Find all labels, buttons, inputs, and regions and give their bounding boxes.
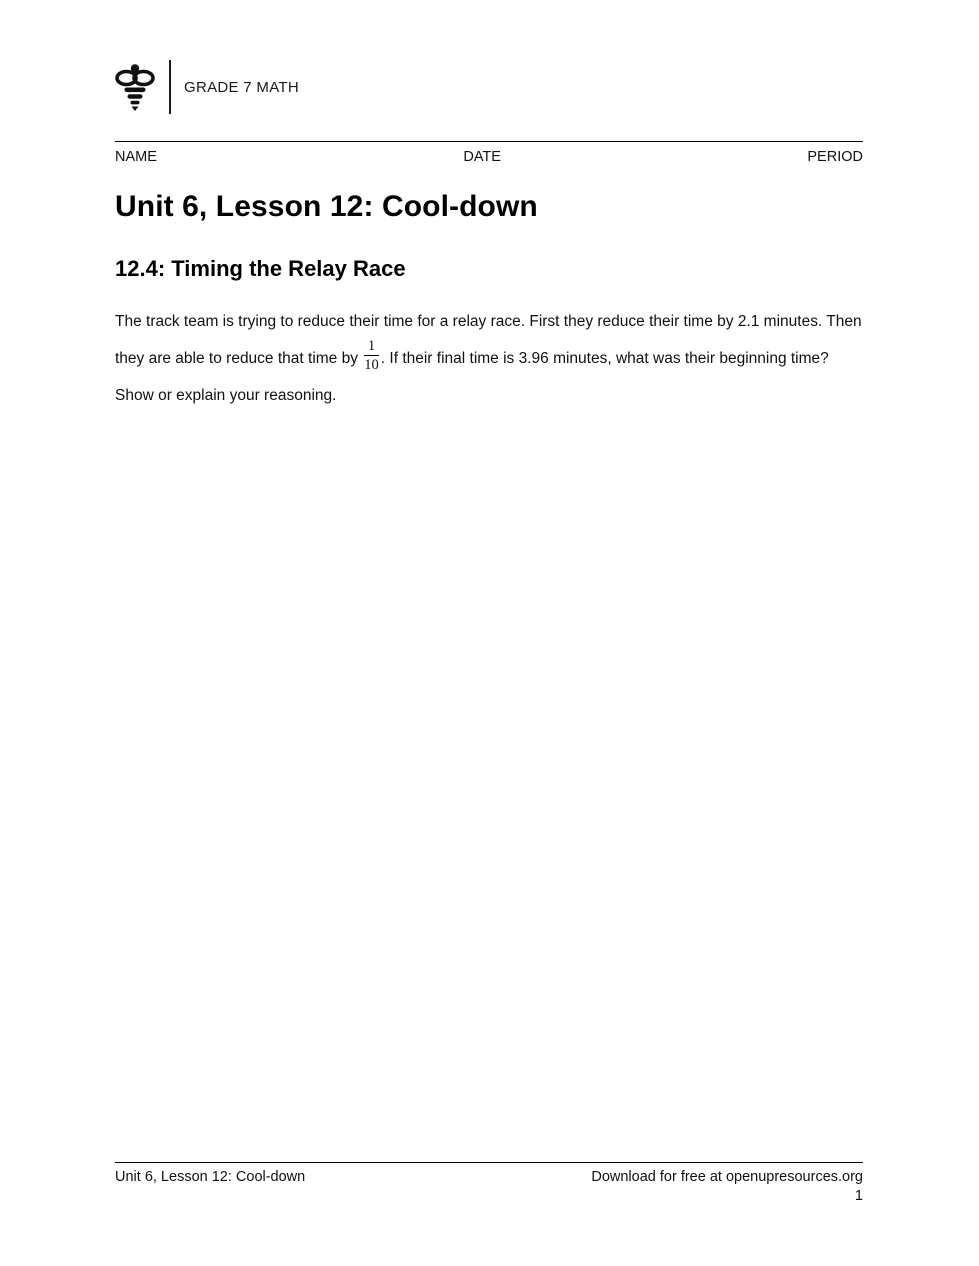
fraction-one-tenth <box>364 338 379 374</box>
bee-icon <box>115 61 155 113</box>
date-field-label: DATE <box>463 149 501 165</box>
page-footer <box>115 1162 863 1204</box>
footer-row <box>115 1169 863 1185</box>
footer-rule <box>115 1162 863 1163</box>
problem-text <box>115 303 863 414</box>
name-field-label: NAME <box>115 149 157 165</box>
page-title: Unit 6, Lesson 12: Cool-down <box>115 190 538 223</box>
fraction-denominator: 10 <box>364 357 379 374</box>
fraction-numerator: 1 <box>364 338 379 357</box>
brand-label: GRADE 7 MATH <box>184 78 300 96</box>
page-number: 1 <box>854 1188 863 1204</box>
student-fields-row <box>115 149 863 165</box>
page-content <box>115 0 863 414</box>
footer-left-text: Unit 6, Lesson 12: Cool-down <box>115 1169 306 1185</box>
brand-header <box>115 60 863 114</box>
footer-right-text: Download for free at openupresources.org <box>591 1169 863 1185</box>
period-field-label: PERIOD <box>807 149 863 165</box>
brand-divider <box>169 60 171 114</box>
header-rule <box>115 141 863 142</box>
problem-text-after: . If their final time is 3.96 minutes, what was their beginning time? Show or explain your reasoning. <box>115 350 829 405</box>
section-title: 12.4: Timing the Relay Race <box>115 256 406 281</box>
problem-text-before: The track team is trying to reduce their time for a relay race. First they reduce their time by 2.1 minutes. Then they are able to reduce that time by <box>115 313 862 367</box>
